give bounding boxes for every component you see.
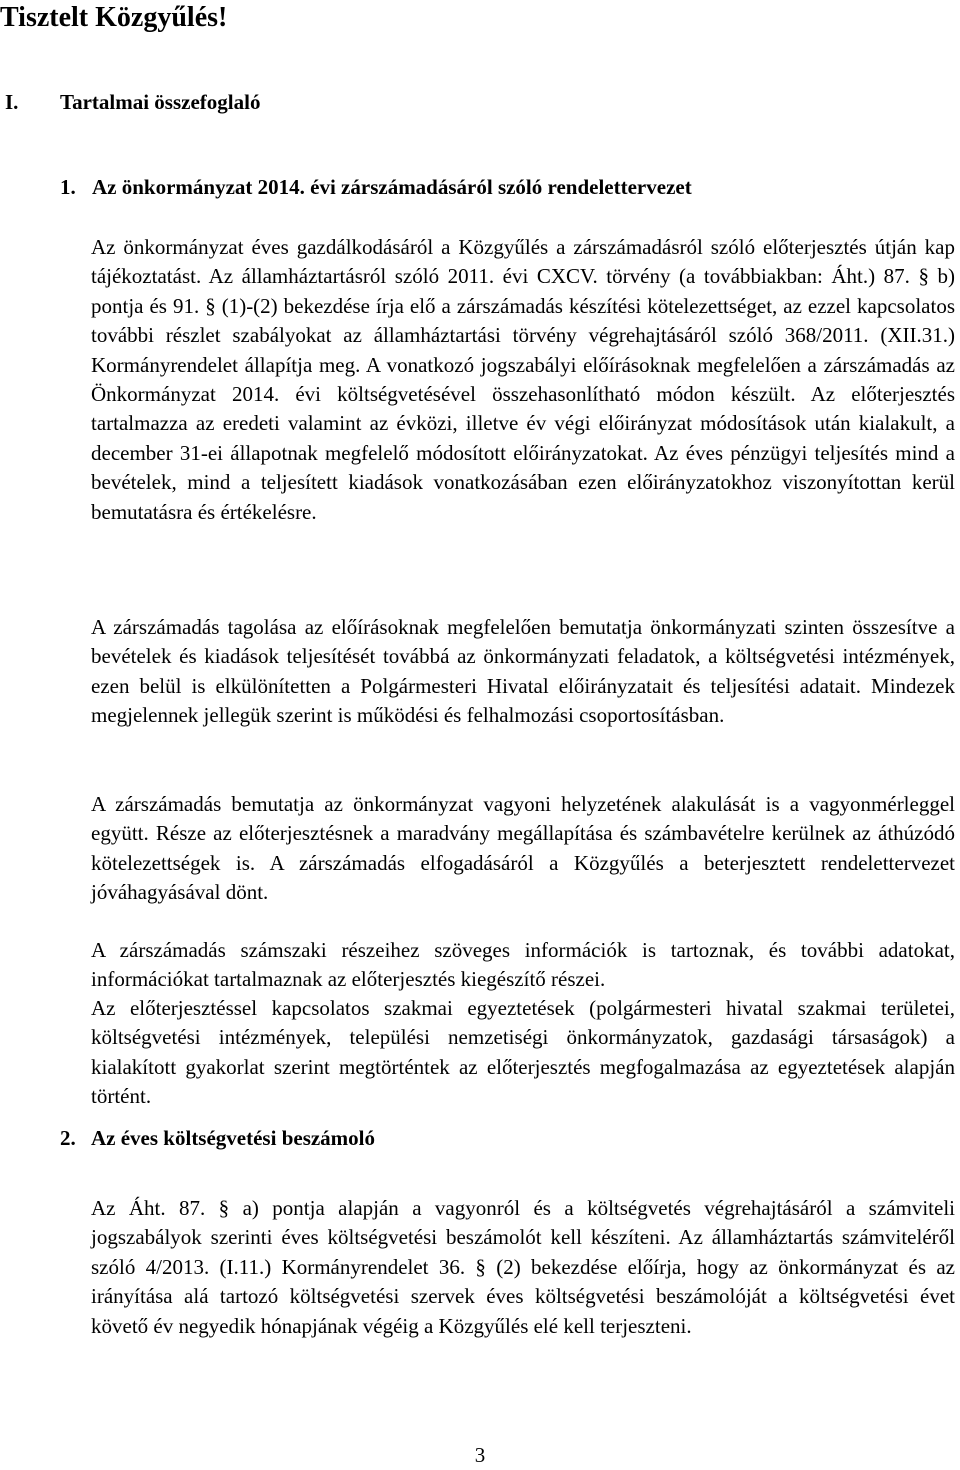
paragraph-legal-basis: Az önkormányzat éves gazdálkodásáról a Közgyűlés a zárszámadásról szóló előterjesztés útján kap tájékoztatást. Az államháztartásról szóló 2011. évi CXCV. törvény (a továbbiakban: Áht.) 87. § b) pontja és 91. § (1)-(2) bekezdése írja elő a zárszámadás készítési kötelezettséget, az ezzel kapcsolatos további részlet szabályokat az államháztartási törvény végrehajtásáról szóló 368/2011. (XII.31.) Kormányrendelet állapítja meg. A vonatkozó jogszabályi előírásoknak megfelelően a zárszámadás az Önkormányzat 2014. évi költségvetésével összehasonlítható módon készült. Az előterjesztés tartalmazza az eredeti valamint az évközi, illetve év végi előirányzat módosítások után kialakult, a december 31-ei állapotnak megfelelő módosított előirányzatokat. Az éves pénzügyi teljesítés mind a bevételek, mind a teljesített kiadások vonatkozásában ezen előirányzatokhoz viszonyítottan kerül bemutatásra és értékelésre.: [91, 235, 955, 524]
item-2-title: Az éves költségvetési beszámoló: [91, 1126, 376, 1150]
item-1-heading: [60, 173, 692, 201]
paragraph-annual-report: Az Áht. 87. § a) pontja alapján a vagyonról és a költségvetés végrehajtásáról a számviteli jogszabályok szerinti éves költségvetési beszámolót kell készíteni. Az államháztartás számviteléről szóló 4/2013. (I.11.) Kormányrendelet 36. § (2) bekezdése előírja, hogy az önkormányzat és az irányítása alá tartozó költségvetési szervek éves költségvetési beszámolóját a költségvetési évet követő év negyedik hónapjának végéig a Közgyűlés elé kell terjeszteni.: [91, 1196, 955, 1338]
paragraph-assets: A zárszámadás bemutatja az önkormányzat vagyoni helyzetének alakulását is a vagyonmérleggel együtt. Része az előterjesztésnek a maradvány megállapítása és számbavételre kerülnek az áthúzódó kötelezettségek is. A zárszámadás elfogadásáról a Közgyűlés a beterjesztett rendelettervezet jóváhagyásával dönt.: [91, 792, 955, 905]
page-number: 3: [474, 1443, 486, 1467]
paragraph-structure: A zárszámadás tagolása az előírásoknak megfelelően bemutatja önkormányzati szinten összesítve a bevételek és kiadások teljesítését továbbá az önkormányzati feladatok, a költségvetési intézmények, ezen belül is elkülönítetten a Polgármesteri Hivatal előirányzatait és teljesítési adatait. Mindezek megjelennek jellegük szerint is működési és felhalmozási csoportosításban.: [91, 615, 955, 728]
section-heading: [5, 88, 260, 116]
item-1-title: Az önkormányzat 2014. évi zárszámadásáról szóló rendelettervezet: [92, 175, 692, 199]
item-2-heading: [60, 1124, 375, 1152]
item-1-number: 1.: [60, 175, 76, 199]
item-2-number: 2.: [60, 1126, 76, 1150]
paragraph-information: A zárszámadás számszaki részeihez szöveges információk is tartoznak, és további adatokat, információkat tartalmaznak az előterjesztés kiegészítő részei.: [91, 938, 955, 992]
greeting: Tisztelt Közgyűlés!: [0, 2, 228, 33]
section-number: I.: [5, 90, 19, 114]
section-title: Tartalmai összefoglaló: [60, 90, 261, 114]
paragraph-consultations: Az előterjesztéssel kapcsolatos szakmai egyeztetések (polgármesteri hivatal szakmai területei, költségvetési intézmények, települési nemzetiségi önkormányzatok, gazdasági társaságok) a kialakított gyakorlat szerint megtörténtek az előterjesztés megfogalmazása az egyeztetések alapján történt.: [91, 996, 955, 1109]
